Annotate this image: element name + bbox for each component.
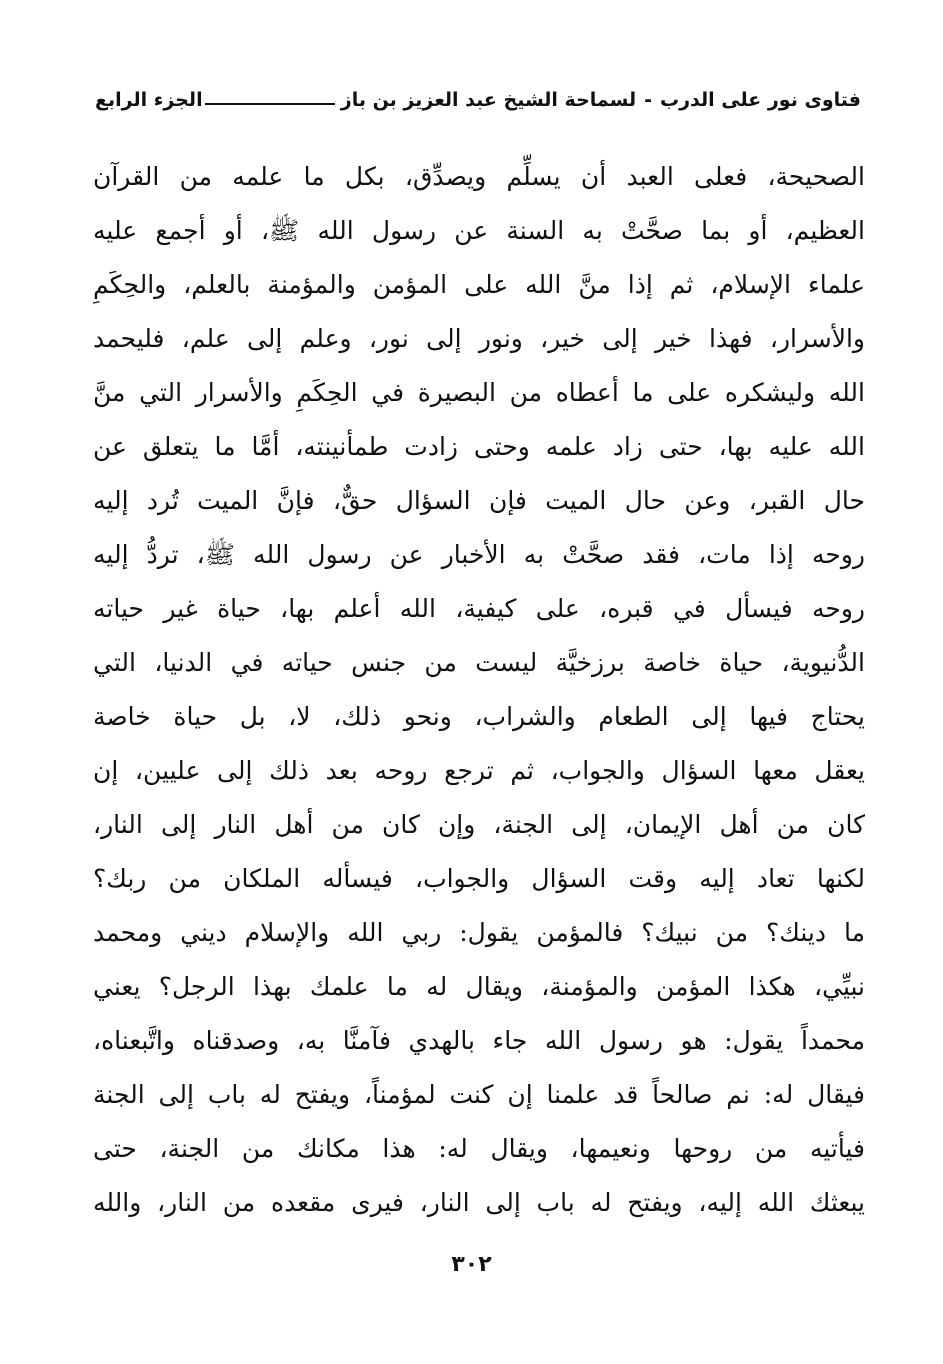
text-line: روحه فيسأل في قبره، على كيفية، الله أعلم بها، حياة غير حياته: [93, 594, 865, 623]
text-line: لكنها تعاد إليه وقت السؤال والجواب، فيسأله الملكان من ربك؟: [93, 864, 865, 893]
text-line: حال القبر، وعن حال الميت فإن السؤال حقٌّ، فإنَّ الميت تُرد إليه: [93, 486, 865, 515]
text-line: ما دينك؟ من نبيك؟ فالمؤمن يقول: ربي الله والإسلام ديني ومحمد: [93, 918, 865, 947]
text-line: كان من أهل الإيمان، إلى الجنة، وإن كان من أهل النار إلى النار،: [93, 810, 865, 839]
text-line: الله وليشكره على ما أعطاه من البصيرة في الحِكَمِ والأسرار التي منَّ: [93, 378, 865, 407]
header-rule: [205, 103, 335, 105]
text-line: فيقال له: نم صالحاً قد علمنا إن كنت لمؤمناً، ويفتح له باب إلى الجنة: [93, 1080, 865, 1109]
text-line: محمداً يقول: هو رسول الله جاء بالهدي فآمنَّا به، وصدقناه واتَّبعناه،: [93, 1026, 865, 1055]
text-line: الله عليه بها، حتى زاد علمه وحتى زادت طمأنينته، أمَّا ما يتعلق عن: [93, 432, 865, 461]
text-line: نبيِّي، هكذا المؤمن والمؤمنة، ويقال له ما علمك بهذا الرجل؟ يعني: [93, 972, 865, 1001]
text-line: يبعثك الله إليه، ويفتح له باب إلى النار، فيرى مقعده من النار، والله: [93, 1188, 865, 1217]
body-text: [93, 150, 865, 1230]
text-line: الدُّنيوية، حياة خاصة برزخيَّة ليست من جنس حياته في الدنيا، التي: [93, 648, 865, 677]
text-line: الصحيحة، فعلى العبد أن يسلِّم ويصدِّق، بكل ما علمه من القرآن: [93, 162, 865, 191]
page-number: ٣٠٢: [451, 1252, 492, 1277]
book-title: فتاوى نور على الدرب: [660, 88, 861, 111]
text-line: علماء الإسلام، ثم إذا منَّ الله على المؤمن والمؤمنة بالعلم، والحِكَمِ: [93, 270, 865, 299]
text-line: روحه إذا مات، فقد صحَّتْ به الأخبار عن رسول الله ﷺ، تردُّ إليه: [93, 540, 865, 569]
text-line: والأسرار، فهذا خير إلى خير، ونور إلى نور، وعلم إلى علم، فليحمد: [93, 324, 865, 353]
author-name: لسماحة الشيخ عبد العزيز بن باز: [340, 88, 637, 111]
header-title-group: [340, 88, 861, 111]
text-line: يحتاج فيها إلى الطعام والشراب، ونحو ذلك، لا، بل حياة خاصة: [93, 702, 865, 731]
volume-label: الجزء الرابع: [95, 88, 203, 111]
running-header: [95, 82, 861, 118]
text-line: فيأتيه من روحها ونعيمها، ويقال له: هذا مكانك من الجنة، حتى: [93, 1134, 865, 1163]
header-volume-group: [95, 88, 335, 111]
text-line: يعقل معها السؤال والجواب، ثم ترجع روحه بعد ذلك إلى عليين، إن: [93, 756, 865, 785]
text-line: العظيم، أو بما صحَّتْ به السنة عن رسول الله ﷺ، أو أجمع عليه: [93, 216, 865, 245]
header-separator: -: [644, 88, 652, 111]
